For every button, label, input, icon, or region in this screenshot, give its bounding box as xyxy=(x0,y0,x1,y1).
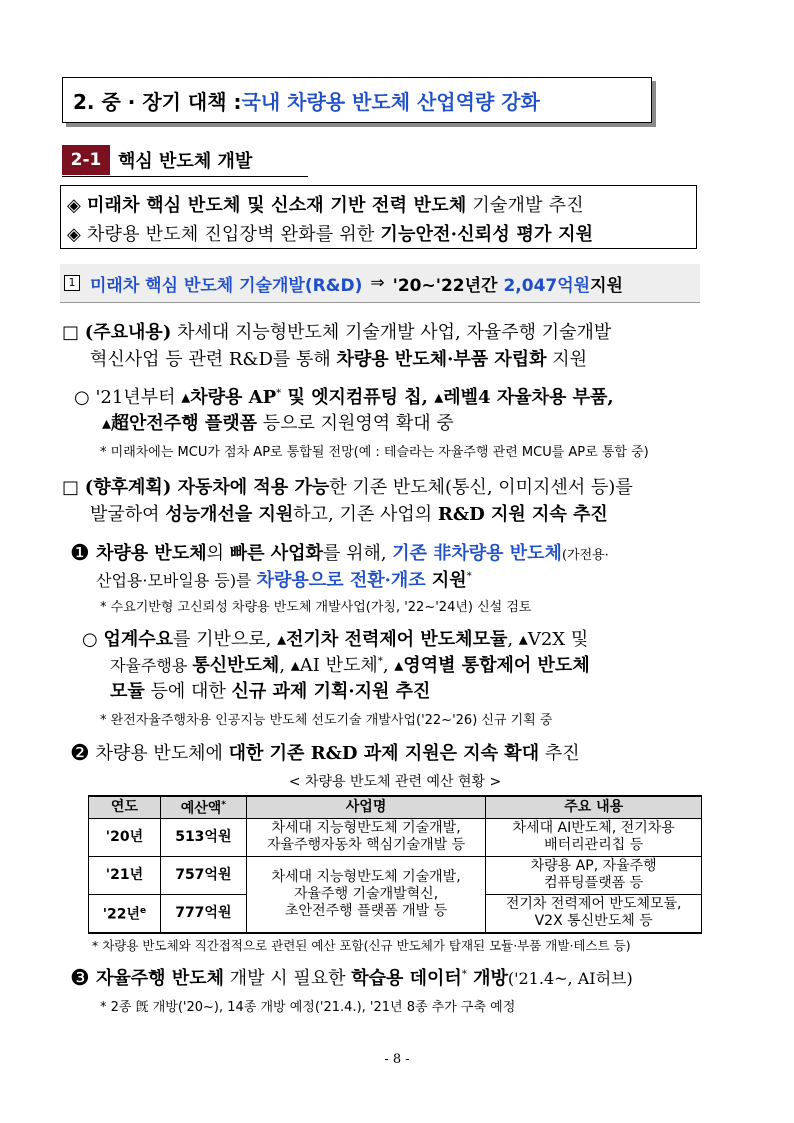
table-row xyxy=(89,818,702,856)
sub-bullet-line2: ▴超안전주행 플랫폼 등으로 지원영역 확대 중 xyxy=(102,413,454,434)
table-row xyxy=(89,856,702,894)
circle-bullet-icon: ○ xyxy=(74,387,90,408)
footnote: * 완전자율주행차용 인공지능 반도체 선도기술 개발사업('22~'26) 신규 기획 중 xyxy=(100,713,553,728)
page-number: - 8 - xyxy=(384,1052,410,1067)
budget-table xyxy=(88,795,702,933)
sub-bullet-line: ○ 업계수요를 기반으로, ▴전기차 전력제어 반도체모듈, ▴V2X 및 xyxy=(82,629,589,650)
footnote: * 미래차에는 MCU가 점차 AP로 통합될 전망(예 : 테슬라는 자율주행 관련 MCU를 AP로 통합 중) xyxy=(100,445,649,460)
paragraph-future-plan-line2: 발굴하여 성능개선을 지원하고, 기존 사업의 R&D 지원 지속 추진 xyxy=(90,504,608,525)
square-bullet-icon: □ xyxy=(62,322,80,343)
sub-bullet-line: ○ '21년부터 ▴차량용 AP* 및 엣지컴퓨팅 칩, ▴레벨4 자율차용 부품, xyxy=(74,387,614,408)
table-cell: '21년 xyxy=(89,856,161,894)
table-cell: 차세대 지능형반도체 기술개발, 자율주행자동차 핵심기술개발 등 xyxy=(246,818,486,856)
summary-line: ◈ 미래차 핵심 반도체 및 신소재 기반 전력 반도체 기술개발 추진 xyxy=(67,195,584,216)
footnote: * 2종 旣 개방('20~), 14종 개방 예정('21.4.), '21년 8종 추가 구축 예정 xyxy=(100,1000,516,1015)
footnote: * 수요기반형 고신뢰성 차량용 반도체 개발사업(가칭, '22~'24년) 신설 검토 xyxy=(100,600,532,615)
subsection-number: 2-1 xyxy=(62,145,110,175)
numbered-item-1: ❶ 차량용 반도체의 빠른 사업화를 위해, 기존 非차량용 반도체(가전용· xyxy=(70,541,609,566)
section-header: 1 미래차 핵심 반도체 기술개발(R&D) ⇒ '20~'22년간 2,047억원 지원 xyxy=(60,264,700,303)
table-cell: 차세대 AI반도체, 전기차용 배터리관리칩 등 xyxy=(486,818,702,856)
table-header-row xyxy=(89,796,702,818)
section-title-prefix: 2. 중 · 장기 대책 : xyxy=(73,89,242,114)
table-cell: 차세대 지능형반도체 기술개발, 자율주행 기술개발혁신, 초안전주행 플랫폼 개발 등 xyxy=(246,856,486,932)
circle-bullet-icon: ○ xyxy=(82,629,98,650)
subsection-underline xyxy=(62,176,308,177)
arrow-icon: ⇒ xyxy=(370,273,385,293)
summary-line: ◈ 차량용 반도체 진입장벽 완화를 위한 기능안전·신뢰성 평가 지원 xyxy=(67,224,594,245)
paragraph-future-plan: □ (향후계획) 자동차에 적용 가능한 기존 반도체(통신, 이미지센서 등)를 xyxy=(62,477,633,498)
square-bullet-icon: □ xyxy=(62,477,80,498)
table-header-cell: 연도 xyxy=(89,796,161,818)
table-header-cell: 주요 내용 xyxy=(486,796,702,818)
paragraph-main-content-line2: 혁신사업 등 관련 R&D를 통해 차량용 반도체·부품 자립화 지원 xyxy=(90,349,588,370)
paragraph-main-content: □ (주요내용) 차세대 지능형반도체 기술개발 사업, 자율주행 기술개발 xyxy=(62,322,612,343)
number-3-icon: ❸ xyxy=(70,966,90,991)
section-title-box xyxy=(62,77,652,123)
table-header-cell: 예산액* xyxy=(160,796,246,818)
table-header-cell: 사업명 xyxy=(246,796,486,818)
numbered-item-3: ❸ 자율주행 반도체 개발 시 필요한 학습용 데이터* 개방('21.4~, AI허브) xyxy=(70,966,633,991)
table-bottom-rule xyxy=(88,932,702,934)
table-cell: 전기차 전력제어 반도체모듈, V2X 통신반도체 등 xyxy=(486,894,702,932)
number-1-icon: ❶ xyxy=(70,541,90,566)
table-caption: < 차량용 반도체 관련 예산 현황 > xyxy=(288,774,502,790)
section-header-title: 미래차 핵심 반도체 기술개발(R&D) xyxy=(90,275,363,296)
table-cell: 777억원 xyxy=(160,894,246,932)
table-cell: '22년$^e$ xyxy=(89,894,161,932)
table-cell: 차량용 AP, 자율주행 컴퓨팅플랫폼 등 xyxy=(486,856,702,894)
diamond-bullet-icon: ◈ xyxy=(67,195,82,216)
section-number: 1 xyxy=(64,275,80,291)
footnote: * 차량용 반도체와 직간접적으로 관련된 예산 포함(신규 반도체가 탑재된 모듈·부품 개발·테스트 등) xyxy=(92,938,631,953)
number-2-icon: ❷ xyxy=(70,741,90,766)
table-cell: 757억원 xyxy=(160,856,246,894)
numbered-item-1-line2: 산업용·모바일용 등)를 차량용으로 전환·개조 지원* xyxy=(96,570,472,591)
sub-bullet-line2: 자율주행용 통신반도체, ▴AI 반도체*, ▴영역별 통합제어 반도체 xyxy=(110,655,590,676)
section-title: 국내 차량용 반도체 산업역량 강화 xyxy=(241,89,540,114)
summary-box xyxy=(60,185,697,249)
numbered-item-2: ❷ 차량용 반도체에 대한 기존 R&D 과제 지원은 지속 확대 추진 xyxy=(70,741,580,766)
subsection-title: 핵심 반도체 개발 xyxy=(118,151,253,172)
diamond-bullet-icon: ◈ xyxy=(67,224,82,245)
table-cell: 513억원 xyxy=(160,818,246,856)
table-cell: '20년 xyxy=(89,818,161,856)
sub-bullet-line3: 모듈 등에 대한 신규 과제 기획·지원 추진 xyxy=(110,681,431,702)
